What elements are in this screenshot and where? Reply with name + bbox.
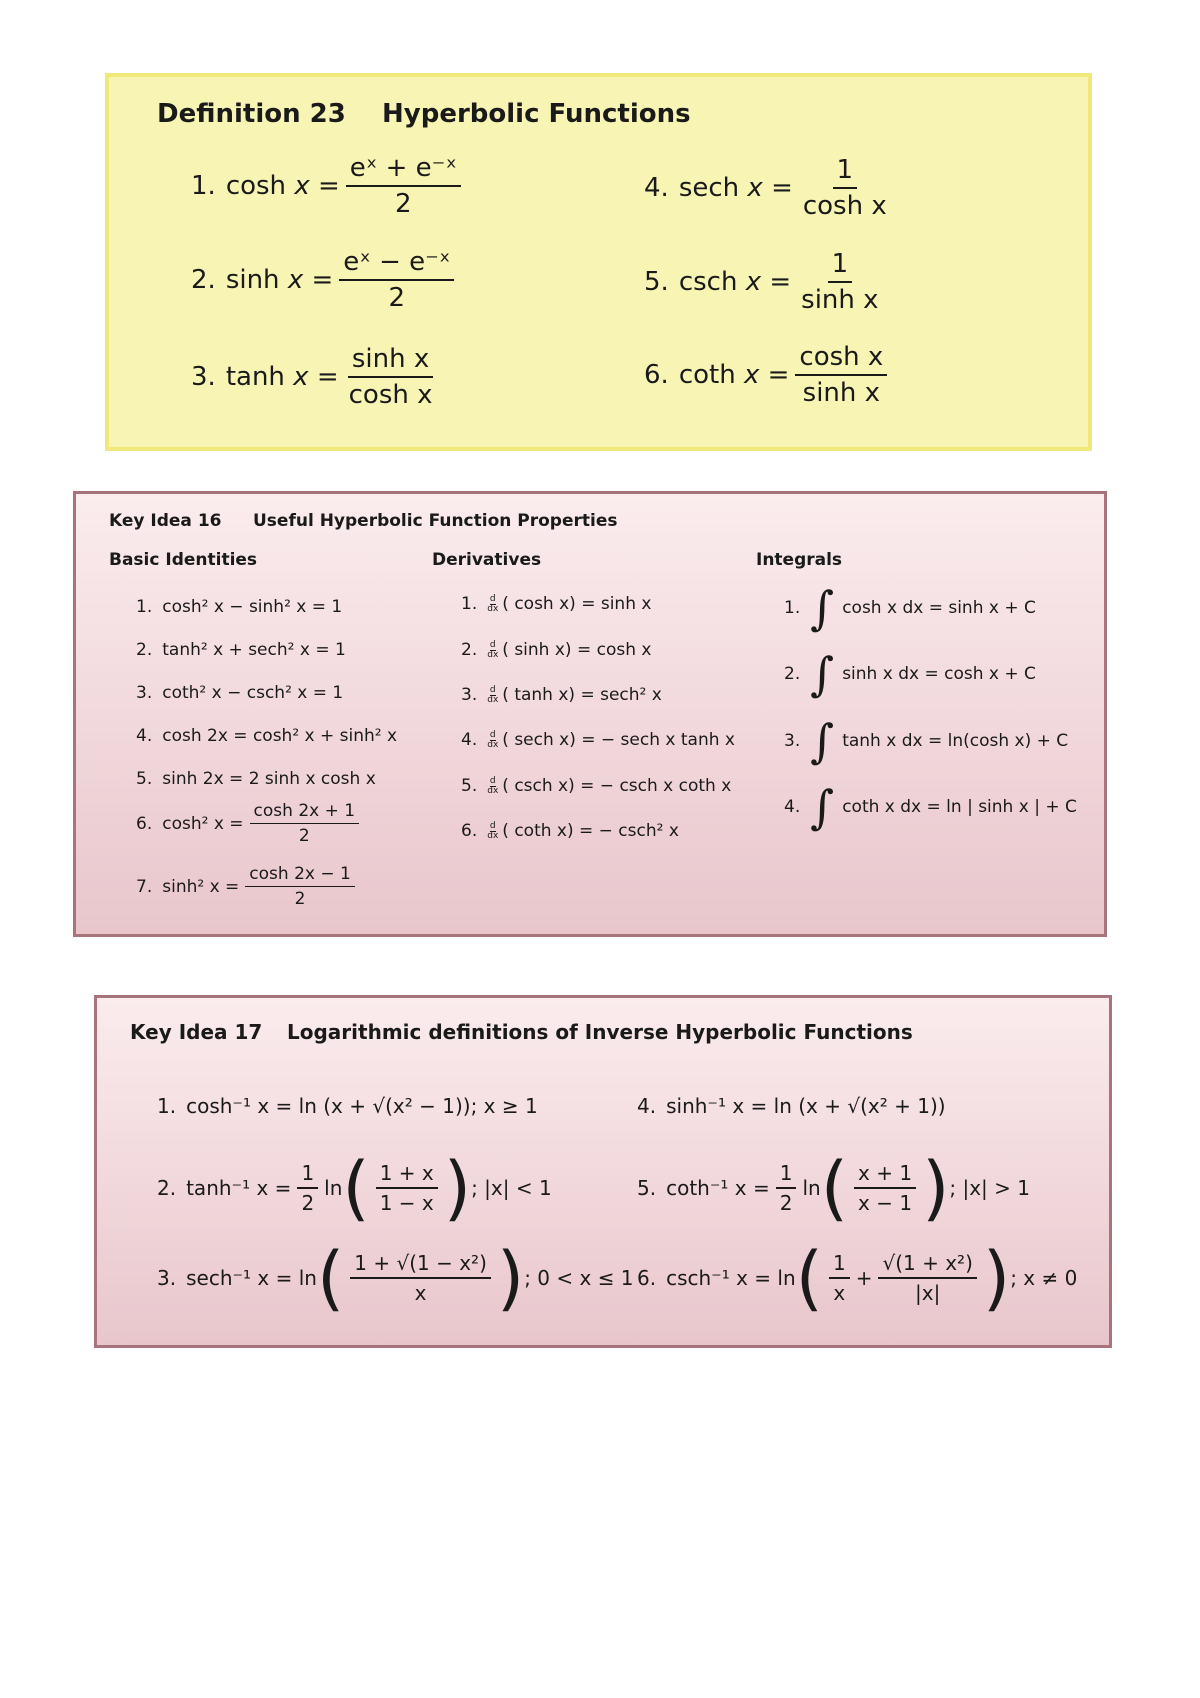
d-dx: $\frac{d}{dx}$ xyxy=(487,639,499,660)
key16-label: Key Idea 16 xyxy=(109,511,222,531)
inverse-item-3: 3. sech⁻¹ x = ln ( $\frac{\text{1 + √(1 − x²)}}{x}$ ) ; 0 < x ≤ 1 xyxy=(157,1237,634,1319)
derivative-3: 3. $\frac{d}{dx}$ ( tanh x) = sech² x xyxy=(461,684,662,705)
d-dx: $\frac{d}{dx}$ xyxy=(487,775,499,796)
basic-identity-6: 6. cosh² x = $\frac{\cosh 2x + 1}{2}$ xyxy=(136,801,365,846)
inverse-item-5: 5. coth⁻¹ x = $\frac{1}{2}$ ln ( $\frac{x + 1}{x - 1}$ ) ; |x| > 1 xyxy=(637,1147,1030,1229)
integral-1: 1. ∫ cosh x dx = sinh x + C xyxy=(784,581,1036,635)
definition-title: Hyperbolic Functions xyxy=(382,99,691,129)
integral-sign: ∫ xyxy=(810,647,835,701)
key-idea-16-box xyxy=(73,491,1107,937)
col-basic-identities: Basic Identities xyxy=(109,550,258,570)
d-dx: $\frac{d}{dx}$ xyxy=(487,593,499,614)
key17-label: Key Idea 17 xyxy=(130,1020,263,1044)
basic-identity-7: 7. sinh² x = $\frac{\cosh 2x - 1}{2}$ xyxy=(136,864,361,909)
integral-3: 3. ∫ tanh x dx = ln(cosh x) + C xyxy=(784,714,1069,768)
basic-identity-1: 1. cosh² x − sinh² x = 1 xyxy=(136,597,343,617)
basic-identity-4: 4. cosh 2x = cosh² x + sinh² x xyxy=(136,726,398,746)
derivative-4: 4. $\frac{d}{dx}$ ( sech x) = − sech x tanh x xyxy=(461,729,735,750)
key-idea-17-box xyxy=(94,995,1112,1348)
integral-2: 2. ∫ sinh x dx = cosh x + C xyxy=(784,647,1036,701)
inverse-item-6: 6. csch⁻¹ x = ln ( $\frac{1}{x}$ + $\frac{\text{√(1 + x²)}}{|x|}$ ) ; x ≠ 0 xyxy=(637,1237,1078,1319)
derivative-2: 2. $\frac{d}{dx}$ ( sinh x) = cosh x xyxy=(461,639,652,660)
inverse-item-2: 2. tanh⁻¹ x = $\frac{1}{2}$ ln ( $\frac{1 + x}{1 - x}$ ) ; |x| < 1 xyxy=(157,1147,552,1229)
d-dx: $\frac{d}{dx}$ xyxy=(487,820,499,841)
basic-identity-3: 3. coth² x − csch² x = 1 xyxy=(136,683,344,703)
definition-23-box xyxy=(105,73,1092,451)
d-dx: $\frac{d}{dx}$ xyxy=(487,729,499,750)
integral-sign: ∫ xyxy=(810,581,835,635)
col-integrals: Integrals xyxy=(756,550,843,570)
inverse-item-1: 1. cosh⁻¹ x = ln (x + √(x² − 1)); x ≥ 1 xyxy=(157,1094,538,1118)
def-item-2: 2. sinh x = $\frac{\text{eˣ − e⁻ˣ}}{2}$ xyxy=(191,247,460,313)
key17-title: Logarithmic definitions of Inverse Hyperbolic Functions xyxy=(287,1020,913,1044)
col-derivatives: Derivatives xyxy=(432,550,542,570)
def-item-5: 5. csch x = $\frac{1}{\text{sinh x}}$ xyxy=(644,249,879,315)
derivative-1: 1. $\frac{d}{dx}$ ( cosh x) = sinh x xyxy=(461,593,652,614)
key16-title: Useful Hyperbolic Function Properties xyxy=(253,511,618,531)
def-item-4: 4. sech x = $\frac{1}{\text{cosh x}}$ xyxy=(644,155,887,221)
def-item-1: 1. cosh x = $\frac{\text{eˣ + e⁻ˣ}}{2}$ xyxy=(191,153,467,219)
d-dx: $\frac{d}{dx}$ xyxy=(487,684,499,705)
integral-sign: ∫ xyxy=(810,714,835,768)
basic-identity-5: 5. sinh 2x = 2 sinh x cosh x xyxy=(136,769,376,789)
inverse-item-4: 4. sinh⁻¹ x = ln (x + √(x² + 1)) xyxy=(637,1094,946,1118)
derivative-5: 5. $\frac{d}{dx}$ ( csch x) = − csch x coth x xyxy=(461,775,732,796)
basic-identity-2: 2. tanh² x + sech² x = 1 xyxy=(136,640,346,660)
definition-label: Definition 23 xyxy=(157,99,346,129)
def-item-6: 6. coth x = $\frac{\text{cosh x}}{\text{sinh x}}$ xyxy=(644,342,893,408)
integral-sign: ∫ xyxy=(810,780,835,834)
integral-4: 4. ∫ coth x dx = ln | sinh x | + C xyxy=(784,780,1077,834)
derivative-6: 6. $\frac{d}{dx}$ ( coth x) = − csch² x xyxy=(461,820,679,841)
def-item-3: 3. tanh x = $\frac{\text{sinh x}}{\text{cosh x}}$ xyxy=(191,344,433,410)
